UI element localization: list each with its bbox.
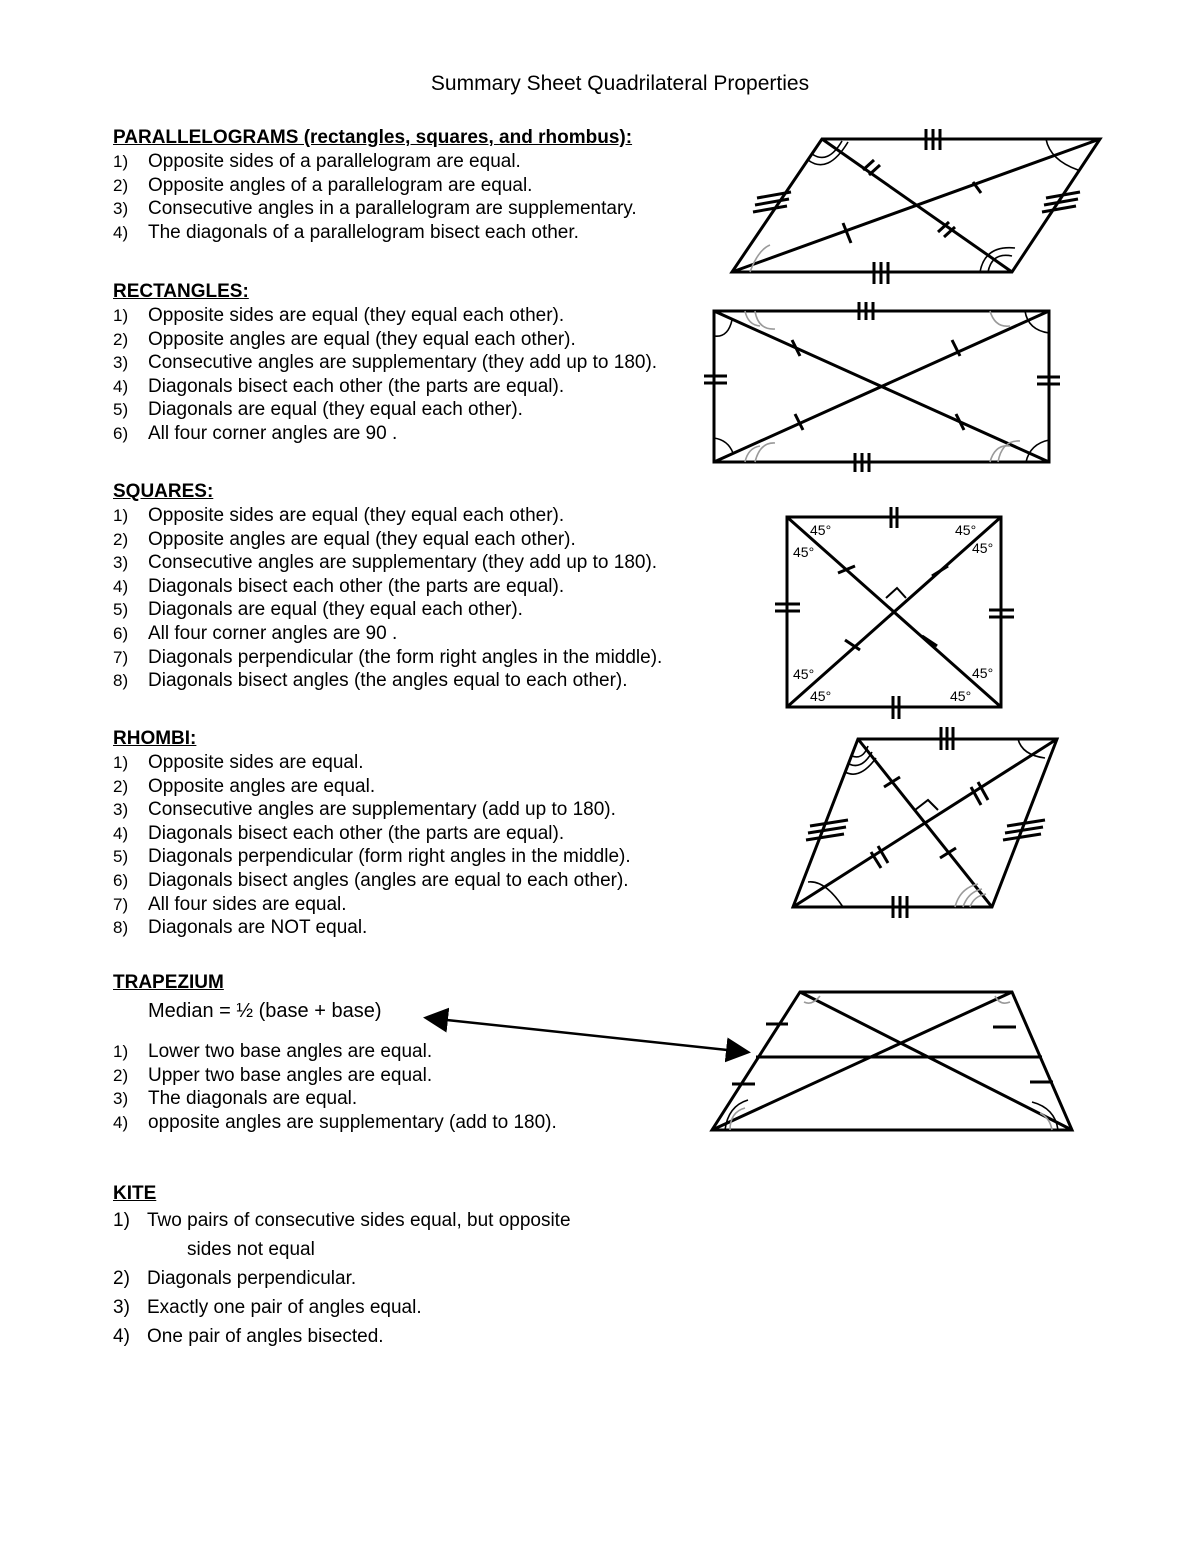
list-text: Opposite angles of a parallelogram are equal.	[148, 174, 533, 196]
list-number: 5)	[113, 847, 129, 867]
list-text: Opposite sides are equal (they equal each other).	[148, 505, 565, 526]
list-number: 1)	[113, 1210, 130, 1231]
trapezium-figure	[712, 992, 1072, 1130]
rectangles-heading: RECTANGLES:	[113, 281, 249, 302]
list-number: 5)	[113, 600, 129, 620]
list-number: 4)	[113, 1326, 130, 1347]
list-text: Diagonals bisect each other (the parts are equal).	[148, 375, 565, 397]
list-number: 1)	[113, 753, 129, 772]
square-angle-label: 45°	[810, 688, 832, 704]
kite-heading: KITE	[113, 1183, 157, 1204]
list-text: Diagonals are equal (they equal each other).	[148, 599, 523, 621]
list-number: 2)	[113, 175, 129, 195]
list-text: Exactly one pair of angles equal.	[147, 1297, 422, 1318]
list-text: Consecutive angles are supplementary (add up to 180).	[148, 799, 616, 821]
list-number: 4)	[113, 376, 129, 396]
list-text: Consecutive angles are supplementary (they add up to 180).	[148, 552, 658, 574]
list-text: All four corner angles are 90 .	[148, 422, 398, 444]
list-number: 1)	[113, 1042, 129, 1061]
list-number: 3)	[113, 1089, 129, 1109]
list-text: sides not equal	[187, 1239, 315, 1260]
list-text: Opposite angles are equal.	[148, 775, 376, 797]
list-number: 4)	[113, 222, 129, 242]
list-text: Consecutive angles are supplementary (they add up to 180).	[148, 352, 658, 374]
list-number: 4)	[113, 576, 129, 596]
rhombi-heading: RHOMBI:	[113, 728, 197, 749]
list-text: Opposite sides are equal (they equal each other).	[148, 305, 565, 326]
list-number: 6)	[113, 623, 129, 643]
square-angle-label: 45°	[972, 540, 994, 556]
list-number: 3)	[113, 199, 129, 219]
list-number: 8)	[113, 918, 129, 938]
parallelogram-figure	[732, 129, 1100, 284]
list-number: 4)	[113, 823, 129, 843]
list-text: Diagonals bisect each other (the parts are equal).	[148, 575, 565, 597]
list-number: 1)	[113, 152, 129, 171]
list-number: 7)	[113, 894, 129, 914]
square-angle-label: 45°	[955, 522, 977, 538]
list-text: Diagonals bisect each other (the parts are equal).	[148, 822, 565, 844]
square-angle-label: 45°	[793, 544, 815, 560]
list-text: Diagonals perpendicular (the form right angles in the middle).	[148, 646, 663, 668]
list-number: 2)	[113, 1065, 129, 1085]
list-number: 1)	[113, 306, 129, 325]
list-number: 7)	[113, 647, 129, 667]
list-number: 2)	[113, 529, 129, 549]
list-text: All four sides are equal.	[148, 893, 347, 915]
list-number: 3)	[113, 553, 129, 573]
list-text: Opposite sides are equal.	[148, 752, 364, 773]
list-number: 2)	[113, 1268, 130, 1289]
list-number: 3)	[113, 353, 129, 373]
squares-heading: SQUARES:	[113, 481, 214, 502]
list-number: 2)	[113, 329, 129, 349]
list-number: 1)	[113, 506, 129, 525]
list-number: 6)	[113, 423, 129, 443]
list-text: Diagonals are NOT equal.	[148, 917, 368, 939]
parallelograms-heading: PARALLELOGRAMS (rectangles, squares, and rhombus):	[113, 127, 633, 148]
list-number: 3)	[113, 800, 129, 820]
square-figure	[775, 507, 1014, 719]
list-text: Opposite sides of a parallelogram are equal.	[148, 151, 521, 172]
list-text: Diagonals bisect angles (angles are equal to each other).	[148, 869, 629, 891]
list-text: Diagonals perpendicular.	[147, 1268, 357, 1289]
median-arrow	[428, 1018, 746, 1052]
page-title: Summary Sheet Quadrilateral Properties	[430, 72, 810, 95]
list-number: 8)	[113, 671, 129, 691]
list-text: Lower two base angles are equal.	[148, 1041, 433, 1062]
square-angle-label: 45°	[972, 665, 994, 681]
list-text: Diagonals bisect angles (the angles equal to each other).	[148, 670, 628, 692]
list-text: All four corner angles are 90 .	[148, 622, 398, 644]
list-text: One pair of angles bisected.	[147, 1326, 384, 1347]
list-text: The diagonals of a parallelogram bisect each other.	[148, 221, 579, 243]
square-angle-label: 45°	[950, 688, 972, 704]
list-number: 6)	[113, 870, 129, 890]
trapezium-heading: TRAPEZIUM	[113, 972, 224, 993]
list-text: Diagonals perpendicular (form right angles in the middle).	[148, 846, 631, 868]
list-text: The diagonals are equal.	[148, 1088, 358, 1110]
trapezium-side-ticks	[732, 1024, 1053, 1084]
list-text: Opposite angles are equal (they equal each other).	[148, 328, 576, 350]
list-number: 3)	[113, 1297, 130, 1318]
list-text: opposite angles are supplementary (add to 180).	[148, 1111, 557, 1133]
rectangle-figure	[704, 302, 1060, 472]
rhombus-figure	[793, 727, 1057, 918]
square-angle-label: 45°	[810, 522, 832, 538]
list-text: Upper two base angles are equal.	[148, 1064, 433, 1086]
list-number: 2)	[113, 776, 129, 796]
list-number: 4)	[113, 1112, 129, 1132]
square-angle-label: 45°	[793, 666, 815, 682]
list-number: 5)	[113, 400, 129, 420]
list-text: Opposite angles are equal (they equal each other).	[148, 528, 576, 550]
list-text: Two pairs of consecutive sides equal, but opposite	[147, 1210, 571, 1231]
median-formula: Median = ½ (base + base)	[148, 1000, 382, 1022]
list-text: Diagonals are equal (they equal each other).	[148, 399, 523, 421]
list-text: Consecutive angles in a parallelogram are supplementary.	[148, 198, 637, 220]
